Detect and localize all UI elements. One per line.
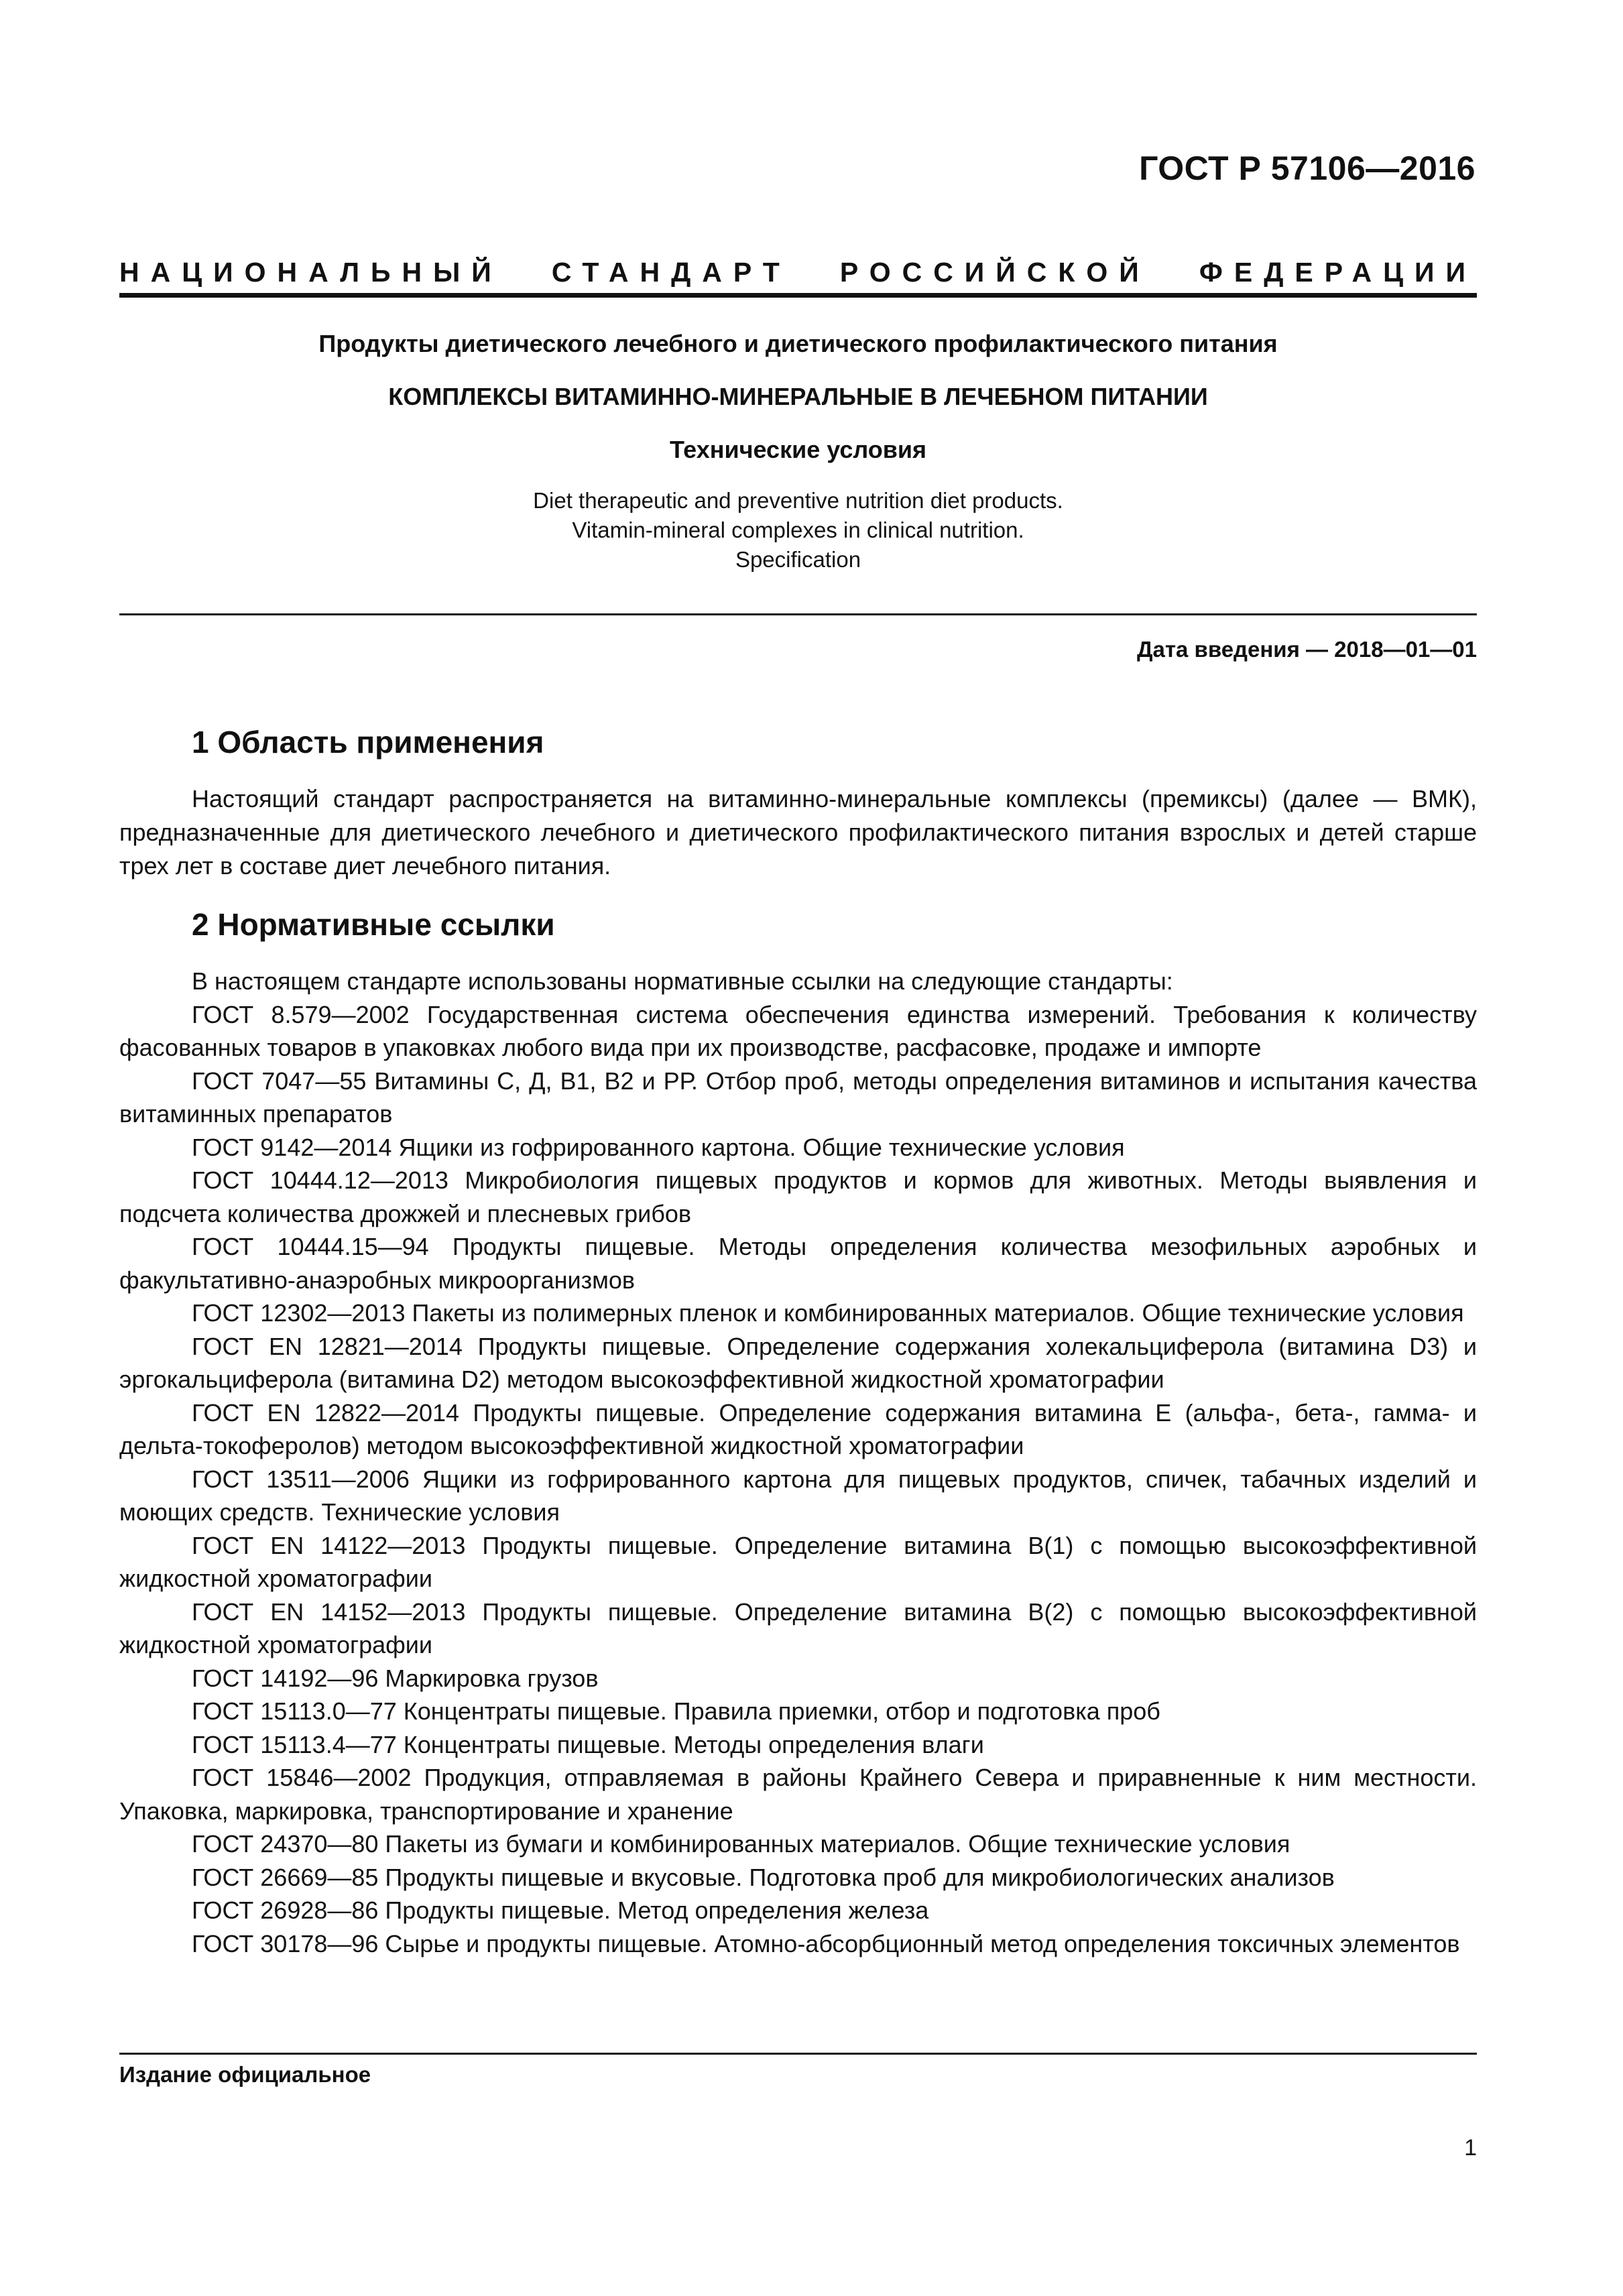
reference-item: ГОСТ EN 14122—2013 Продукты пищевые. Определение витамина В(1) с помощью высокоэффективной жидкостной хроматографии: [119, 1531, 1477, 1592]
reference-item: ГОСТ 26928—86 Продукты пищевые. Метод определения железа: [192, 1896, 929, 1924]
reference-item: ГОСТ EN 12821—2014 Продукты пищевые. Определение содержания холекальциферола (витамина D3) и эргокальциферола (витамина D2) методом высокоэффективной жидкостной хроматографии: [119, 1332, 1477, 1393]
reference-item: ГОСТ 15113.0—77 Концентраты пищевые. Правила приемки, отбор и подготовка проб: [192, 1697, 1160, 1725]
reference-item: ГОСТ EN 12822—2014 Продукты пищевые. Определение содержания витамина Е (альфа-, бета-, гамма- и дельта-токоферолов) методом высокоэффективной жидкостной хроматографии: [119, 1398, 1477, 1459]
reference-item: ГОСТ 10444.12—2013 Микробиология пищевых продуктов и кормов для животных. Методы выявления и подсчета количества дрожжей и плесневых грибов: [119, 1166, 1477, 1227]
title-line-2: КОМПЛЕКСЫ ВИТАМИННО-МИНЕРАЛЬНЫЕ В ЛЕЧЕБНОМ ПИТАНИИ: [388, 383, 1208, 410]
reference-item: ГОСТ 8.579—2002 Государственная система обеспечения единства измерений. Требования к количеству фасованных товаров в упаковках любого вида при их производстве, расфасовке, продаже и импорте: [119, 1000, 1477, 1061]
reference-item: ГОСТ 9142—2014 Ящики из гофрированного картона. Общие технические условия: [192, 1133, 1125, 1161]
section-spacer: [119, 883, 1477, 903]
section-2-heading: 2 Нормативные ссылки: [192, 907, 555, 942]
edition-note: Издание официальное: [119, 2062, 371, 2087]
reference-item: ГОСТ 24370—80 Пакеты из бумаги и комбинированных материалов. Общие технические условия: [192, 1830, 1290, 1858]
page-number: 1: [1464, 2135, 1477, 2161]
reference-item: ГОСТ 12302—2013 Пакеты из полимерных пленок и комбинированных материалов. Общие технические условия: [192, 1299, 1464, 1327]
section-1-text: Настоящий стандарт распространяется на витаминно-минеральные комплексы (премиксы) (далее — ВМК), предназначенные для диетического лечебного и диетического профилактического питания взрослых и детей старше трех лет в составе диет лечебного питания.: [119, 785, 1477, 880]
document-number: ГОСТ Р 57106—2016: [1139, 149, 1476, 187]
reference-item: ГОСТ 30178—96 Сырье и продукты пищевые. Атомно-абсорбционный метод определения токсичных элементов: [192, 1929, 1460, 1957]
title-divider: [119, 613, 1477, 615]
footer-divider: [119, 2053, 1477, 2055]
title-line-1: Продукты диетического лечебного и диетического профилактического питания: [318, 330, 1278, 357]
english-title-line-3: Specification: [735, 547, 861, 572]
english-title-line-1: Diet therapeutic and preventive nutrition diet products.: [533, 488, 1063, 513]
document-body: [119, 721, 1477, 1960]
english-title-line-2: Vitamin-mineral complexes in clinical nutrition.: [572, 518, 1024, 542]
banner-divider: [119, 293, 1477, 298]
section-1-heading: 1 Область применения: [192, 725, 544, 760]
reference-item: ГОСТ 15113.4—77 Концентраты пищевые. Методы определения влаги: [192, 1730, 984, 1758]
english-title: [119, 486, 1477, 575]
references-intro: В настоящем стандарте использованы нормативные ссылки на следующие стандарты:: [192, 967, 1173, 995]
reference-item: ГОСТ 13511—2006 Ящики из гофрированного картона для пищевых продуктов, спичек, табачных изделий и моющих средств. Технические условия: [119, 1465, 1477, 1526]
reference-item: ГОСТ 14192—96 Маркировка грузов: [192, 1664, 599, 1692]
national-standard-banner: НАЦИОНАЛЬНЫЙ СТАНДАРТ РОССИЙСКОЙ ФЕДЕРАЦИИ: [119, 257, 1477, 288]
reference-item: ГОСТ 10444.15—94 Продукты пищевые. Методы определения количества мезофильных аэробных и факультативно-анаэробных микроорганизмов: [119, 1233, 1477, 1294]
references-list: [119, 998, 1477, 1961]
title-block: [119, 327, 1477, 575]
reference-item: ГОСТ 7047—55 Витамины С, Д, В1, В2 и РР. Отбор проб, методы определения витаминов и испытания качества витаминных препаратов: [119, 1067, 1477, 1128]
introduction-date: Дата введения — 2018—01—01: [1137, 637, 1477, 662]
reference-item: ГОСТ EN 14152—2013 Продукты пищевые. Определение витамина В(2) с помощью высокоэффективной жидкостной хроматографии: [119, 1597, 1477, 1658]
reference-item: ГОСТ 15846—2002 Продукция, отправляемая в районы Крайнего Севера и приравненные к ним местности. Упаковка, маркировка, транспортирование и хранение: [119, 1764, 1477, 1825]
title-line-3: Технические условия: [669, 436, 927, 463]
reference-item: ГОСТ 26669—85 Продукты пищевые и вкусовые. Подготовка проб для микробиологических анализов: [192, 1863, 1335, 1891]
